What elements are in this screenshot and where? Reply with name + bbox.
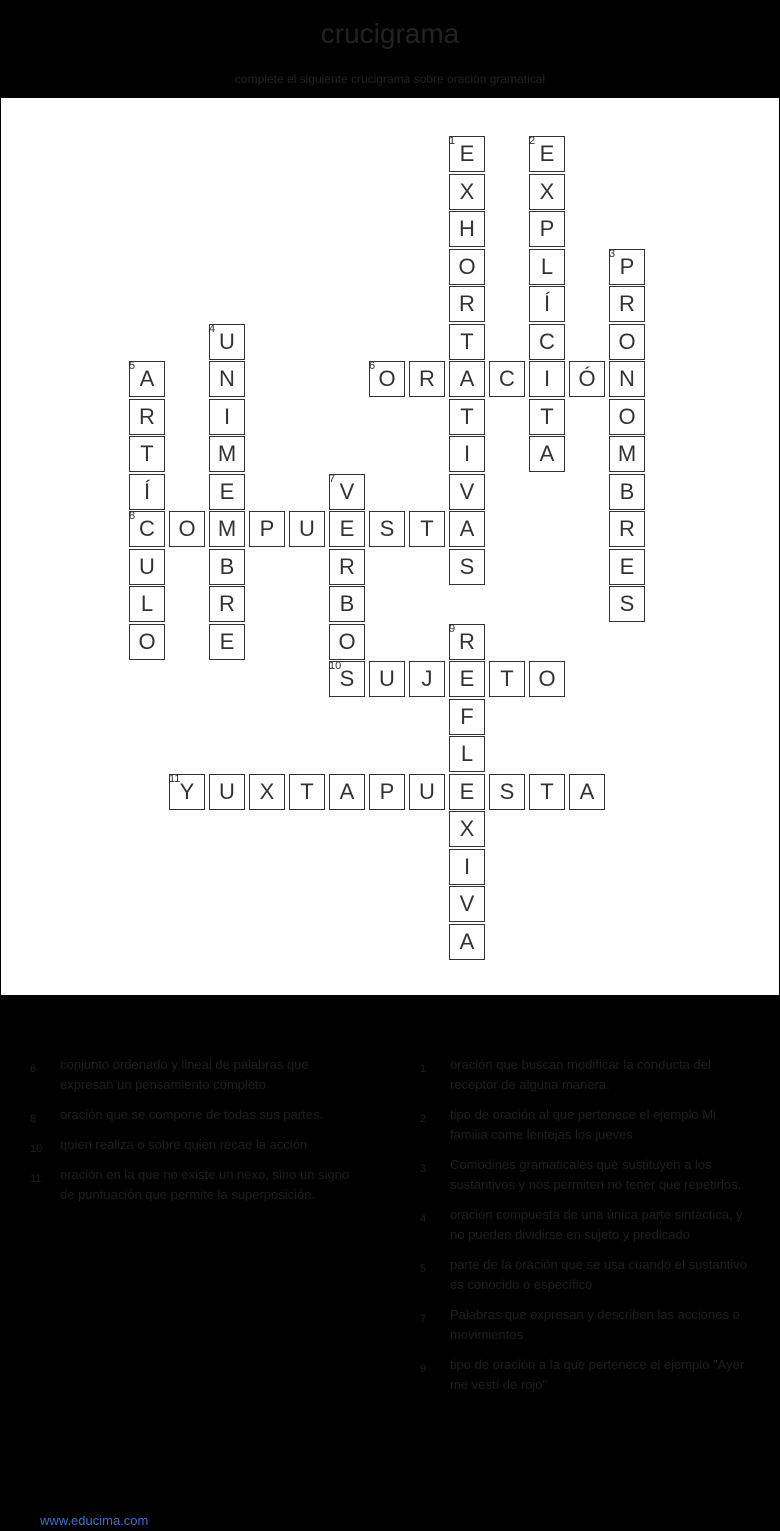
- clue-number: 4: [420, 1213, 427, 1225]
- cell-number: 9: [449, 622, 456, 635]
- cell-letter: R: [459, 628, 475, 654]
- crossword-cell[interactable]: [129, 361, 165, 397]
- crossword-cell[interactable]: [449, 286, 485, 322]
- cell-letter: C: [499, 366, 515, 391]
- crossword-cell[interactable]: [449, 661, 485, 697]
- clue-item: [30, 1055, 360, 1095]
- crossword-cell[interactable]: [369, 774, 405, 810]
- crossword-cell[interactable]: [529, 249, 565, 285]
- cell-letter: I: [543, 366, 551, 391]
- cell-letter: Ó: [578, 366, 596, 391]
- cell-letter: M: [217, 441, 237, 466]
- crossword-cell[interactable]: [609, 399, 645, 435]
- crossword-cell[interactable]: [209, 399, 245, 435]
- cell-letter: R: [619, 516, 635, 541]
- crossword-cell[interactable]: [209, 361, 245, 397]
- crossword-board: [1, 98, 779, 995]
- cell-letter: X: [459, 178, 475, 204]
- cell-letter: X: [459, 816, 475, 841]
- clue-text: tipo de oración a la que pertenece el ejemplo "Ayer me vestí de rojo": [450, 1357, 745, 1392]
- crossword-cell[interactable]: [609, 549, 645, 585]
- cell-letter: T: [300, 778, 314, 804]
- clue-item: [30, 1105, 360, 1125]
- cell-letter: U: [379, 666, 395, 691]
- cell-letter: T: [140, 441, 154, 466]
- cell-number: 2: [529, 135, 536, 147]
- cell-letter: T: [540, 778, 554, 804]
- cell-letter: S: [379, 516, 395, 541]
- cell-letter: M: [617, 441, 637, 466]
- cell-number: 10: [329, 660, 342, 672]
- clue-item: [420, 1155, 750, 1195]
- crossword-cell[interactable]: [449, 924, 485, 960]
- crossword-cell[interactable]: [529, 399, 565, 435]
- crossword-cell[interactable]: [329, 661, 365, 697]
- clue-number: 6: [30, 1063, 37, 1075]
- crossword-cell[interactable]: [449, 811, 485, 847]
- clue-text: oración que se compone de todas sus partes.: [60, 1107, 324, 1122]
- cell-number: 5: [129, 360, 136, 372]
- crossword-cell[interactable]: [129, 474, 165, 510]
- crossword-cell[interactable]: [129, 586, 165, 622]
- clue-text: Palabras que expresan y describen las acciones o movimientos: [450, 1307, 740, 1342]
- clue-text: quien realiza o sobre quien recae la acción: [60, 1137, 308, 1152]
- crossword-cell[interactable]: [449, 549, 485, 585]
- crossword-cell[interactable]: [329, 586, 365, 622]
- crossword-cell[interactable]: [449, 849, 485, 885]
- cell-letter: R: [619, 291, 635, 316]
- cell-number: 7: [329, 472, 336, 485]
- cell-letter: Y: [179, 778, 195, 804]
- crossword-cell[interactable]: [129, 399, 165, 435]
- cell-letter: E: [459, 141, 475, 166]
- cell-letter: U: [299, 516, 315, 541]
- clue-text: conjunto ordenado y lineal de palabras que expresan un pensamiento completo: [60, 1057, 309, 1092]
- crossword-cell[interactable]: [289, 774, 325, 810]
- cell-letter: E: [619, 553, 635, 579]
- clue-item: [420, 1055, 750, 1095]
- cell-letter: A: [539, 441, 555, 466]
- cell-letter: T: [460, 403, 474, 429]
- cell-letter: E: [539, 141, 555, 166]
- down-clues: [420, 1055, 750, 1405]
- clue-number: 3: [420, 1163, 427, 1175]
- cell-letter: E: [459, 778, 475, 804]
- crossword-cell[interactable]: [249, 774, 285, 810]
- cell-letter: S: [619, 591, 635, 616]
- crossword-cell[interactable]: [329, 511, 365, 547]
- crossword-cell[interactable]: [449, 886, 485, 922]
- cell-letter: S: [499, 778, 515, 804]
- clue-text: tipo de oración al que pertenece el ejemplo Mi familia come lentejas los jueves: [450, 1107, 716, 1142]
- crossword-cell[interactable]: [529, 174, 565, 210]
- crossword-cell[interactable]: [329, 474, 365, 510]
- clue-number: 2: [420, 1113, 427, 1125]
- crossword-cell[interactable]: [129, 436, 165, 472]
- cell-letter: C: [539, 328, 555, 354]
- crossword-cell[interactable]: [529, 136, 565, 172]
- header: [0, 0, 780, 98]
- cell-letter: U: [139, 553, 155, 579]
- crossword-cell[interactable]: [369, 661, 405, 697]
- crossword-cell[interactable]: [209, 511, 245, 547]
- clue-item: [30, 1165, 360, 1205]
- cell-letter: J: [421, 666, 433, 691]
- cell-letter: U: [219, 328, 235, 354]
- clue-text: Comodines gramaticales que sustituyen a los sustantivos y nos permiten no tener que repetirlos.: [450, 1157, 742, 1192]
- crossword-cell[interactable]: [609, 249, 645, 285]
- cell-letter: U: [419, 778, 435, 804]
- across-clues: [30, 1055, 360, 1215]
- cell-number: 8: [129, 510, 136, 522]
- clue-number: 5: [420, 1263, 427, 1275]
- cell-number: 3: [609, 247, 616, 260]
- page-subtitle: complete el siguiente crucigrama sobre oración gramatical: [234, 72, 546, 86]
- cell-letter: N: [219, 366, 235, 391]
- cell-letter: F: [460, 703, 474, 729]
- cell-letter: P: [619, 253, 635, 279]
- cell-letter: O: [458, 253, 476, 279]
- clue-text: oración que buscan modificar la conducta del receptor de alguna manera.: [450, 1057, 711, 1092]
- crossword-cell[interactable]: [489, 361, 525, 397]
- clue-number: 9: [420, 1363, 427, 1375]
- clue-item: [420, 1205, 750, 1245]
- cell-letter: I: [223, 403, 231, 429]
- cell-letter: O: [178, 516, 196, 541]
- crossword-cell[interactable]: [209, 549, 245, 585]
- crossword-cell[interactable]: [489, 774, 525, 810]
- crossword-cell[interactable]: [249, 511, 285, 547]
- crossword-cell[interactable]: [209, 474, 245, 510]
- clue-number: 1: [420, 1063, 427, 1075]
- cell-letter: R: [339, 553, 355, 579]
- page-title: crucigrama: [320, 18, 460, 49]
- cell-number: 11: [169, 772, 181, 785]
- crossword-cell[interactable]: [329, 549, 365, 585]
- crossword-cell[interactable]: [209, 624, 245, 660]
- crossword-cell[interactable]: [529, 774, 565, 810]
- clue-number: 7: [420, 1313, 427, 1325]
- cell-letter: L: [540, 253, 554, 279]
- cell-letter: B: [219, 553, 235, 579]
- cell-letter: P: [539, 216, 555, 241]
- cell-letter: T: [460, 328, 474, 354]
- crossword-cell[interactable]: [129, 624, 165, 660]
- clue-item: [420, 1255, 750, 1295]
- crossword-cell[interactable]: [209, 436, 245, 472]
- cell-letter: V: [459, 891, 475, 916]
- crossword-cell[interactable]: [609, 474, 645, 510]
- cell-letter: R: [419, 366, 435, 391]
- cell-letter: X: [539, 178, 555, 204]
- crossword-cell[interactable]: [409, 511, 445, 547]
- cell-letter: R: [139, 403, 155, 429]
- cell-letter: Í: [543, 291, 551, 316]
- footer-link[interactable]: www.educima.com: [40, 1513, 149, 1528]
- clue-item: [420, 1355, 750, 1395]
- crossword-cell[interactable]: [409, 661, 445, 697]
- crossword-cell[interactable]: [169, 774, 205, 810]
- crossword-cell[interactable]: [529, 286, 565, 322]
- cell-letter: A: [459, 366, 475, 391]
- crossword-cell[interactable]: [609, 324, 645, 360]
- cell-letter: B: [619, 478, 635, 504]
- crossword-cell[interactable]: [449, 249, 485, 285]
- crossword-cell[interactable]: [449, 211, 485, 247]
- cell-letter: N: [619, 366, 635, 391]
- cell-letter: M: [217, 516, 237, 541]
- clue-item: [30, 1135, 360, 1155]
- cell-letter: E: [219, 628, 235, 654]
- crossword-cell[interactable]: [209, 586, 245, 622]
- cell-letter: O: [618, 328, 636, 354]
- cell-letter: T: [420, 516, 434, 541]
- crossword-cell[interactable]: [569, 361, 605, 397]
- crossword-cell[interactable]: [529, 211, 565, 247]
- crossword-cell[interactable]: [449, 436, 485, 472]
- cell-letter: O: [138, 628, 156, 654]
- crossword-cell[interactable]: [209, 324, 245, 360]
- crossword-cell[interactable]: [329, 624, 365, 660]
- cell-number: 6: [369, 360, 376, 372]
- cell-letter: S: [339, 666, 355, 691]
- clue-number: 10: [30, 1143, 43, 1155]
- cell-letter: E: [459, 666, 475, 691]
- cell-letter: P: [259, 516, 275, 541]
- cell-letter: E: [219, 478, 235, 504]
- crossword-cell[interactable]: [449, 399, 485, 435]
- crossword-cell[interactable]: [449, 136, 485, 172]
- crossword-cell[interactable]: [609, 511, 645, 547]
- crossword-cell[interactable]: [449, 324, 485, 360]
- clue-item: [420, 1105, 750, 1145]
- cell-letter: L: [140, 591, 154, 616]
- cell-number: 4: [209, 322, 216, 335]
- cell-letter: U: [219, 778, 235, 804]
- crossword-cell[interactable]: [569, 774, 605, 810]
- cell-letter: I: [463, 853, 471, 879]
- crossword-cell[interactable]: [369, 361, 405, 397]
- crossword-cell[interactable]: [289, 511, 325, 547]
- crossword-cell[interactable]: [129, 549, 165, 585]
- crossword-cell[interactable]: [529, 324, 565, 360]
- crossword-cell[interactable]: [449, 174, 485, 210]
- crossword-cell[interactable]: [329, 774, 365, 810]
- cell-letter: H: [459, 216, 475, 241]
- crossword-cell[interactable]: [209, 774, 245, 810]
- cell-letter: L: [460, 741, 474, 766]
- cell-letter: O: [618, 403, 636, 429]
- crossword-cell[interactable]: [409, 774, 445, 810]
- crossword-cell[interactable]: [449, 361, 485, 397]
- clue-number: 8: [30, 1113, 37, 1125]
- cell-letter: O: [378, 366, 396, 391]
- cell-letter: A: [139, 366, 155, 391]
- cell-letter: R: [219, 591, 235, 616]
- cell-letter: T: [540, 403, 554, 429]
- cell-letter: O: [538, 666, 556, 691]
- crossword-cell[interactable]: [449, 774, 485, 810]
- cell-letter: A: [339, 778, 355, 804]
- cell-letter: A: [459, 516, 475, 541]
- cell-letter: A: [579, 778, 595, 804]
- crossword-cell[interactable]: [449, 699, 485, 735]
- cell-letter: B: [339, 591, 355, 616]
- crossword-cell[interactable]: [449, 624, 485, 660]
- cell-letter: S: [459, 553, 475, 579]
- cell-letter: X: [259, 778, 275, 804]
- cell-letter: Í: [143, 478, 151, 504]
- crossword-cell[interactable]: [449, 474, 485, 510]
- crossword-cell[interactable]: [449, 511, 485, 547]
- crossword-cell[interactable]: [609, 436, 645, 472]
- crossword-cell[interactable]: [489, 661, 525, 697]
- cell-letter: T: [500, 666, 514, 691]
- cell-letter: C: [139, 516, 155, 541]
- crossword-cell[interactable]: [529, 661, 565, 697]
- cell-letter: P: [379, 778, 395, 804]
- clue-text: oración en la que no existe un nexo, sino un signo de puntuación que permite la superposición.: [60, 1167, 350, 1202]
- cell-letter: O: [338, 628, 356, 654]
- clue-text: oración compuesta de una única parte sintáctica, y no pueden dividirse en sujeto y predicado: [450, 1207, 743, 1242]
- crossword-cell[interactable]: [609, 586, 645, 622]
- clue-text: parte de la oración que se usa cuando el sustantivo es conocido o específico: [450, 1257, 748, 1292]
- crossword-cell[interactable]: [609, 361, 645, 397]
- crossword-cell[interactable]: [449, 736, 485, 772]
- cell-letter: V: [339, 478, 355, 504]
- cell-letter: E: [339, 516, 355, 541]
- cell-number: 1: [449, 135, 456, 147]
- crossword-cell[interactable]: [529, 361, 565, 397]
- crossword-cell[interactable]: [409, 361, 445, 397]
- crossword-cell[interactable]: [169, 511, 205, 547]
- cell-letter: V: [459, 478, 475, 504]
- crossword-cell[interactable]: [529, 436, 565, 472]
- crossword-cell[interactable]: [369, 511, 405, 547]
- crossword-cell[interactable]: [609, 286, 645, 322]
- cell-letter: I: [463, 441, 471, 466]
- cell-letter: R: [459, 291, 475, 316]
- cell-letter: A: [459, 928, 475, 954]
- clue-item: [420, 1305, 750, 1345]
- clue-number: 11: [30, 1173, 42, 1185]
- crossword-cell[interactable]: [129, 511, 165, 547]
